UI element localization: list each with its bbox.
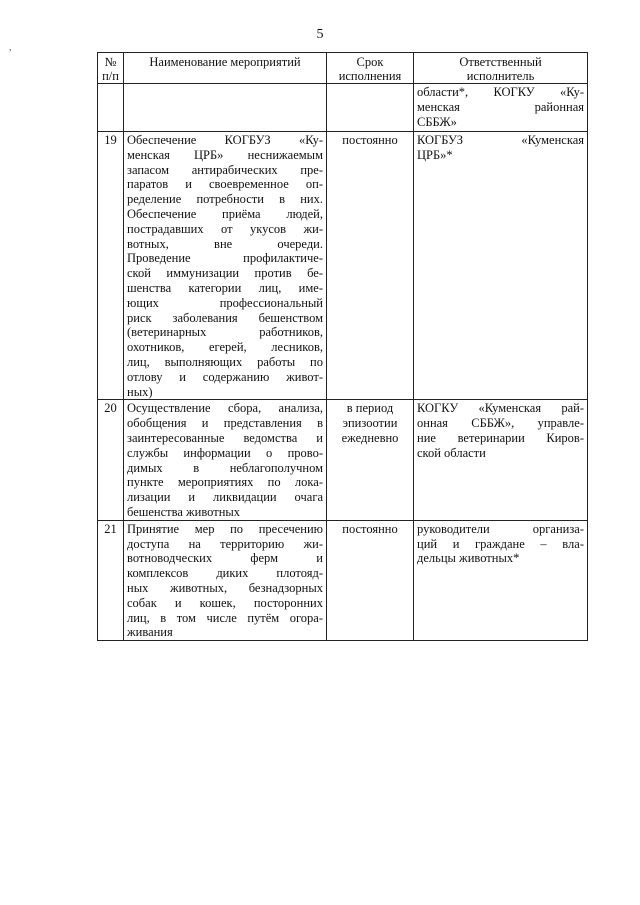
cell-responsible bbox=[414, 520, 588, 640]
scan-mark: , bbox=[9, 42, 12, 53]
header-term-line: Срок bbox=[356, 55, 384, 69]
cell-text-line: руководители организа- bbox=[417, 521, 584, 536]
cell-term bbox=[327, 400, 414, 520]
table-row bbox=[98, 84, 588, 132]
cell-text-line: Принятие мер по пресечению bbox=[127, 521, 323, 536]
header-responsible-line: исполнитель bbox=[466, 69, 535, 83]
cell-text-line: Проведение профилактиче- bbox=[127, 251, 323, 266]
cell-text-line: КОГБУЗ «Куменская bbox=[417, 133, 584, 147]
cell-text-line: службы информации о прово- bbox=[127, 445, 323, 460]
cell-num: 20 bbox=[98, 400, 124, 520]
cell-name bbox=[124, 400, 327, 520]
cell-term bbox=[327, 520, 414, 640]
cell-text-line: ние ветеринарии Киров- bbox=[417, 430, 584, 445]
cell-text-line: постоянно bbox=[342, 521, 398, 536]
cell-text-line: ющих профессиональный bbox=[127, 295, 323, 310]
cell-text-line: обобщения и представления в bbox=[127, 416, 323, 431]
cell-responsible bbox=[414, 400, 588, 520]
cell-text-line: ЦРБ»* bbox=[417, 147, 453, 162]
header-term-line: исполнения bbox=[338, 69, 402, 83]
cell-text-line: КОГКУ «Куменская рай- bbox=[417, 401, 584, 416]
cell-text-line: охотников, егерей, лесников, bbox=[127, 340, 323, 355]
cell-text-line: Обеспечение приёма людей, bbox=[127, 206, 323, 221]
header-num bbox=[98, 53, 124, 84]
cell-text-line: пострадавших от укусов жи- bbox=[127, 221, 323, 236]
cell-responsible bbox=[414, 84, 588, 132]
cell-text-line: (ветеринарных работников, bbox=[127, 325, 323, 340]
table-row bbox=[98, 132, 588, 400]
header-term bbox=[327, 53, 414, 84]
cell-responsible bbox=[414, 132, 588, 400]
header-responsible bbox=[414, 53, 588, 84]
cell-text-line: ций и граждане – вла- bbox=[417, 536, 584, 551]
cell-text-line: менская ЦРБ» неснижаемым bbox=[127, 147, 323, 162]
cell-text-line: постоянно bbox=[342, 133, 398, 147]
cell-text-line: заинтересованные ведомства и bbox=[127, 430, 323, 445]
header-num-line: № bbox=[104, 55, 117, 69]
cell-text-line: риск заболевания бешенством bbox=[127, 310, 323, 325]
cell-text-line: эпизоотии bbox=[342, 416, 398, 431]
cell-text-line: ных животных, безнадзорных bbox=[127, 580, 323, 595]
cell-term bbox=[327, 132, 414, 400]
cell-text-line: дельцы животных* bbox=[417, 551, 520, 566]
cell-text-line: собак и кошек, посторонних bbox=[127, 595, 323, 610]
cell-term bbox=[327, 84, 414, 132]
cell-text-line: комплексов диких плотояд- bbox=[127, 566, 323, 581]
measures-table bbox=[97, 52, 588, 641]
cell-text-line: бешенства животных bbox=[127, 504, 241, 519]
table-row bbox=[98, 400, 588, 520]
cell-text-line: пункте мероприятиях по лока- bbox=[127, 475, 323, 490]
cell-text-line: области*, КОГКУ «Ку- bbox=[417, 85, 584, 99]
cell-text-line: паратов и своевременное оп- bbox=[127, 177, 323, 192]
header-name: Наименование мероприятий bbox=[124, 53, 327, 84]
cell-text-line: лизации и ликвидации очага bbox=[127, 490, 323, 505]
cell-text-line: ежедневно bbox=[341, 430, 399, 445]
cell-text-line: менская районная bbox=[417, 99, 584, 114]
cell-text-line: ской иммунизации против бе- bbox=[127, 266, 323, 281]
cell-name bbox=[124, 84, 327, 132]
cell-text-line: вотных, вне очереди. bbox=[127, 236, 323, 251]
cell-text-line: Обеспечение КОГБУЗ «Ку- bbox=[127, 133, 323, 147]
cell-text-line: лиц, выполняющих работы по bbox=[127, 354, 323, 369]
cell-text-line: ской области bbox=[417, 445, 486, 460]
cell-text-line: шенства категории лиц, име- bbox=[127, 280, 323, 295]
cell-text-line: отлову и содержанию живот- bbox=[127, 369, 323, 384]
cell-num: 19 bbox=[98, 132, 124, 400]
header-num-line: п/п bbox=[102, 69, 119, 83]
table-header-row bbox=[98, 53, 588, 84]
cell-text-line: доступа на территорию жи- bbox=[127, 536, 323, 551]
cell-num: 21 bbox=[98, 520, 124, 640]
cell-text-line: Осуществление сбора, анализа, bbox=[127, 401, 323, 416]
cell-name bbox=[124, 132, 327, 400]
cell-text-line: онная СББЖ», управле- bbox=[417, 416, 584, 431]
cell-text-line: ных) bbox=[127, 384, 153, 399]
cell-text-line: димых в неблагополучном bbox=[127, 460, 323, 475]
cell-text-line: вотноводческих ферм и bbox=[127, 551, 323, 566]
cell-text-line: в период bbox=[346, 401, 394, 416]
cell-text-line: живания bbox=[127, 625, 173, 640]
cell-text-line: запасом антирабических пре- bbox=[127, 162, 323, 177]
cell-text-line: ределение потребности в них. bbox=[127, 192, 323, 207]
page-number: 5 bbox=[316, 27, 324, 42]
table-row bbox=[98, 520, 588, 640]
cell-text-line: лиц, в том числе путём огора- bbox=[127, 610, 323, 625]
cell-num bbox=[98, 84, 124, 132]
cell-name bbox=[124, 520, 327, 640]
header-responsible-line: Ответственный bbox=[459, 55, 542, 69]
cell-text-line: СББЖ» bbox=[417, 114, 457, 129]
